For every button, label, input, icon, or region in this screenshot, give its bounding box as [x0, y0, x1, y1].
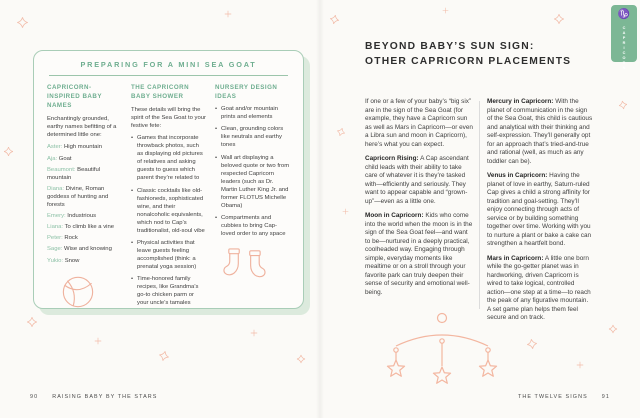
page-number: 91 — [601, 394, 610, 400]
baby-name-entry: Yukio: Snow — [47, 257, 80, 264]
column-intro: These details will bring the spirit of the Sea Goat to your festive fete: — [131, 106, 206, 130]
column-heading: CAPRICORN-INSPIRED BABY NAMES — [47, 84, 102, 109]
baby-name-entry: Sage: Wise and knowing — [47, 246, 112, 253]
column-divider — [479, 101, 480, 309]
page-number: 90 — [30, 394, 39, 400]
sparkle-icon — [16, 16, 29, 29]
sparkle-icon — [525, 337, 539, 351]
list-item: • Wall art displaying a beloved quote or two from respected Capricorn leaders (such as Dr. Martin Luther King Jr. and former FLOTUS Michelle Obama) — [215, 155, 290, 211]
footer-left — [30, 394, 158, 400]
baby-name-entry: Liana: To climb like a vine — [47, 224, 115, 231]
section-title: THE TWELVE SIGNS — [517, 394, 588, 400]
capricorn-glyph-icon: ♑ — [617, 9, 631, 20]
sparkle-icon — [442, 7, 449, 14]
prep-box-title: PREPARING FOR A MINI SEA GOAT — [80, 60, 257, 69]
list-item: • Time-honored family recipes, like Grandma’s go-to chicken parm or your uncle’s tamales — [131, 276, 206, 308]
prep-box — [33, 50, 304, 309]
list-item: • Games that incorporate throwback photos, such as displaying old pictures of relatives and asking guests to guess which parent they’re related to — [131, 135, 206, 183]
ball-icon — [61, 275, 95, 309]
sparkle-icon — [608, 324, 618, 334]
list-item: • Goat and/or mountain prints and elements — [215, 106, 290, 122]
book-title: RAISING BABY BY THE STARS — [52, 394, 158, 400]
sparkle-icon — [3, 146, 14, 157]
sparkle-icon — [553, 13, 565, 25]
placement-paragraph: Mercury in Capricorn: With the planet of communication in the sign of the Sea Goat, this child is cautious and analytical with their thinking and self-expression. They’ll generally opt for an approach that’s tried-and-true and rational (well, as much as any toddler can be). — [487, 98, 593, 165]
baby-name-entry: Aster: High mountain — [47, 144, 103, 151]
sparkle-icon — [296, 354, 306, 364]
baby-name-entry: Diana: Divine, Roman goddess of hunting and forests — [47, 185, 109, 208]
article-column-right — [487, 98, 593, 329]
nursery-ideas-list — [215, 106, 290, 239]
placement-paragraph: Moon in Capricorn: Kids who come into the world when the moon is in the sign of the Sea Goat feel—and want to be—nurtured in a deeply practical, coolheaded way. Engaging through simple, everyday moments like mealtime or on a stroll through your favorite park can truly deepen their sense of security and emotional well-being. — [365, 212, 473, 296]
footer-right — [518, 394, 610, 400]
baby-socks-icon — [221, 247, 267, 285]
capricorn-tab — [611, 5, 637, 71]
column-heading: THE CAPRICORN BABY SHOWER — [131, 84, 190, 100]
list-item: • Classic cocktails like old-fashioneds, sophisticated wine, and their nonalcoholic equivalents, which nod to Cap’s traditionalist, old-soul vibe — [131, 188, 206, 236]
sparkle-icon — [94, 337, 102, 345]
page-seam — [316, 0, 324, 418]
baby-name-entry: Peter: Rock — [47, 235, 78, 242]
baby-mobile-icon — [382, 310, 502, 392]
shower-column — [131, 84, 206, 313]
article-column-left — [365, 98, 473, 303]
sparkle-icon — [250, 329, 258, 337]
baby-name-entry: Emery: Industrious — [47, 212, 97, 219]
sparkle-icon — [342, 208, 349, 215]
nursery-column — [215, 84, 290, 313]
sparkle-icon — [328, 13, 341, 26]
placement-paragraph: Mars in Capricorn: A little one born while the go-getter planet was in hardworking, driven Capricorn is wired to take logical, controlled action—one step at a time—to reach the peak of any figurative mountain. A set game plan helps them feel secure and on track. — [487, 254, 591, 322]
list-item: • Clean, grounding colors like neutrals and earthy tones — [215, 126, 290, 150]
shower-ideas-list — [131, 135, 206, 308]
divider-rule — [49, 75, 288, 76]
baby-name-entry: Aja: Goat — [47, 155, 72, 162]
list-item: • Physical activities that leave guests feeling accomplished (think: a prenatal yoga session) — [131, 240, 206, 272]
intro-paragraph: If one or a few of your baby’s “big six” are in the sign of the Sea Goat (for example, they have a Capricorn sun as well as Mars in Capricorn—or even a Libra sun and moon in Capricorn), here’s what you can expect. — [365, 98, 473, 148]
sparkle-icon — [576, 361, 584, 369]
sparkle-icon — [157, 349, 172, 364]
prep-box-columns — [47, 84, 290, 313]
names-column — [47, 84, 122, 313]
placement-paragraph: Capricorn Rising: A Cap ascendant child leads with their ability to take care of whatever it is they’re tasked with—efficiently and seriously. They want to appear capable and “grown-up”—even as a little one. — [365, 155, 469, 205]
sparkle-icon — [26, 316, 38, 328]
tab-label: CAPRICORN — [622, 26, 626, 71]
list-item: • Compartments and cubbies to bring Cap-loved order to any space — [215, 215, 290, 239]
column-heading: NURSERY DESIGN IDEAS — [215, 84, 278, 100]
sparkle-icon — [224, 10, 232, 18]
column-intro: Enchantingly grounded, earthy names befitting of a determined little one: — [47, 115, 117, 139]
sparkle-icon — [617, 99, 629, 111]
article-title: BEYOND BABY’S SUN SIGN: OTHER CAPRICORN PLACEMENTS — [365, 41, 572, 68]
sparkle-icon — [335, 126, 348, 139]
baby-name-entry: Beaumont: Beautiful mountain — [47, 166, 101, 181]
placement-paragraph: Venus in Capricorn: Having the planet of love in earthy, Saturn-ruled Cap gives a child a strong affinity for tradition and goal-setting. They’ll enjoy connecting through acts of service or by building something together over time. Working with you to nurture a plant or bake a cake can strengthen a heartfelt bond. — [487, 172, 592, 248]
